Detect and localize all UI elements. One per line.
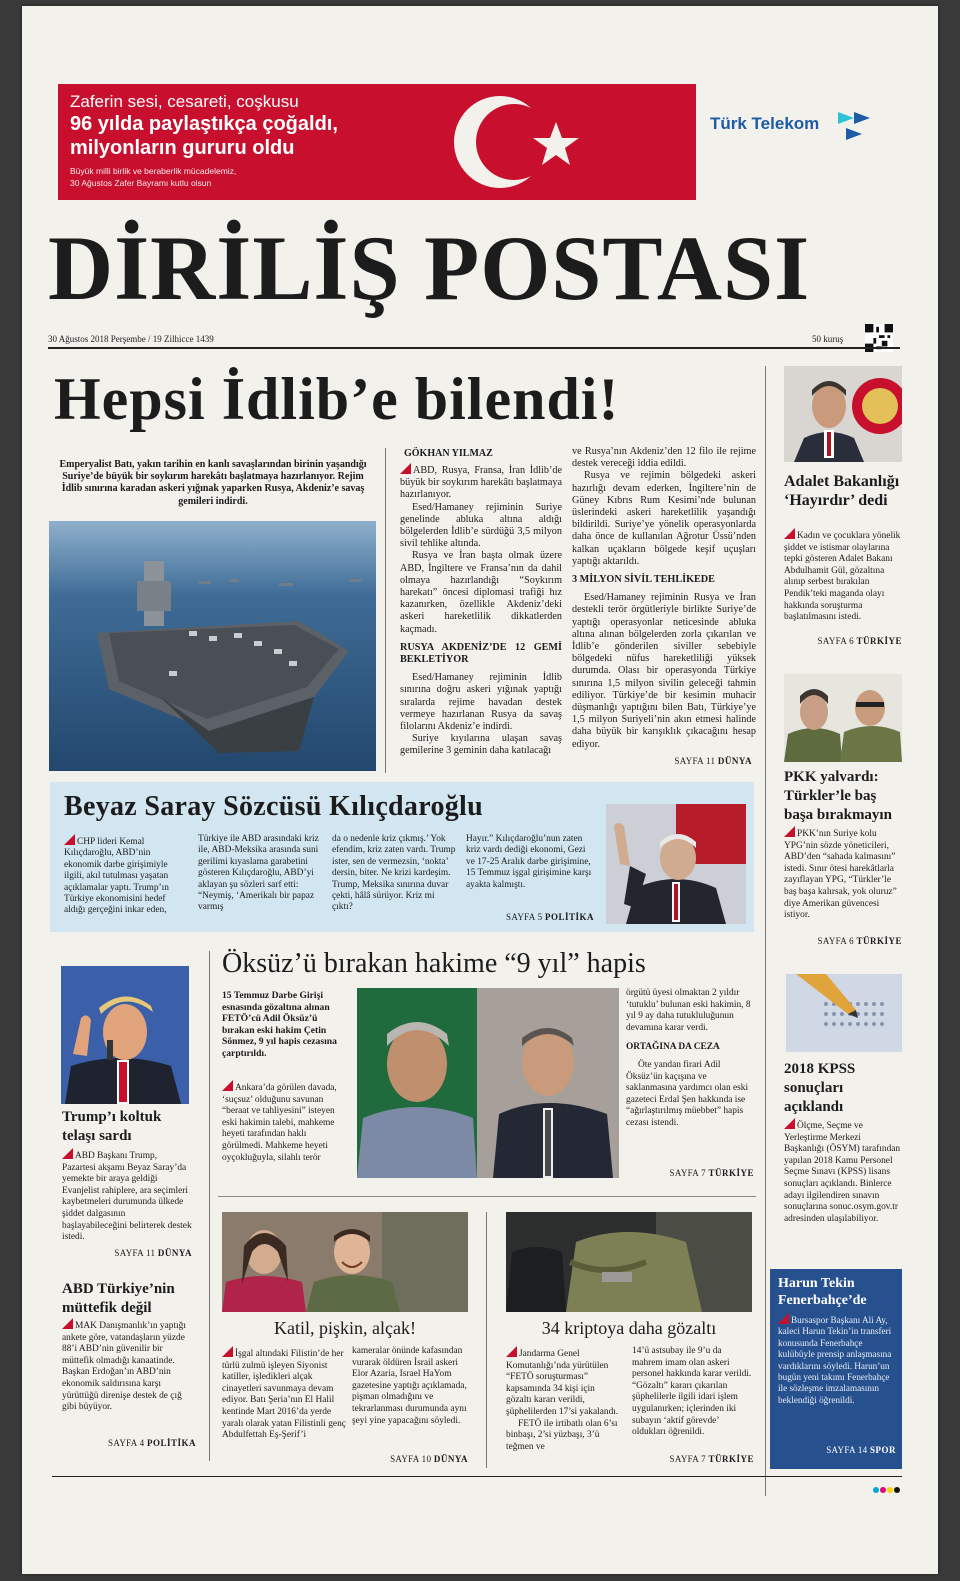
red-marker-icon: [506, 1346, 517, 1357]
ad-line2: 96 yılda paylaştıkça çoğaldı,: [70, 113, 338, 135]
oksuz-text: [222, 1080, 348, 1164]
main-lead: Emperyalist Batı, yakın tarihin en kanlı savaşlarından birinin yaşandığı Suriye’de büyük bir soykırım harekâtı başlatmaya hazırlanıyor. Rejim İdlib sınırına karadan askeri yığınak yaparken Rusya, Akdeniz’e savaş gemileri indirdi.: [59, 459, 367, 507]
abd-body: MAK Danışmanlık’ın yaptığı ankete göre, vatandaşların yüzde 88’i ABD’nin güvenilir bir müttefik olmadığı kanaatinde. Başkan Erdoğan’ın ABD’nin ekonomik saldırısına karşı yürüttüğü direnişe destek de çığ gibi büyüyor.: [62, 1321, 186, 1413]
right-column-divider: [765, 366, 766, 1496]
right2-page-ref[interactable]: [784, 936, 902, 946]
kripto-body: Jandarma Genel Komutanlığı’nda yürütülen “FETÖ soruşturması” kapsamında 34 kişi için gözaltı kararı verildi, şüphelilerden 17’si yakalandı.: [506, 1349, 619, 1417]
kripto-headline: 34 kriptoya daha gözaltı: [541, 1318, 717, 1338]
section-name: TÜRKİYE: [856, 636, 902, 646]
right4-text: [778, 1313, 896, 1406]
oksuz-judge-photo: [357, 988, 619, 1178]
footer-rule: [52, 1476, 902, 1477]
telekom-arrows-icon: [834, 108, 878, 148]
section-name: TÜRKİYE: [708, 1168, 754, 1178]
oksuz-text3: Öte yandan firari Adil Öksüz’ün kaçışına ve saklanmasına yardımcı olan eski gazeteci Erdal Şen hakkında ise “ağırlaştırılmış müebbet” hapis cezası istendi.: [626, 1059, 749, 1128]
right4-page-ref[interactable]: [778, 1445, 896, 1455]
telekom-logo[interactable]: [710, 114, 886, 164]
page-number: SAYFA 10: [390, 1454, 432, 1464]
page-number: SAYFA 7: [669, 1454, 706, 1464]
section-name: POLİTİKA: [544, 912, 594, 922]
kilicdaroglu-photo: [606, 804, 746, 924]
right2-headline: PKK yalvardı: Türkler’le baş başa bırakmayın: [784, 769, 892, 823]
trump-page-ref[interactable]: [62, 1248, 192, 1258]
red-marker-icon: [778, 1313, 789, 1324]
red-marker-icon: [222, 1080, 233, 1091]
page-number: SAYFA 6: [817, 636, 854, 646]
page-number: SAYFA 14: [826, 1445, 868, 1455]
abd-text: [62, 1318, 196, 1414]
section-name: TÜRKİYE: [708, 1454, 754, 1464]
section-name: TÜRKİYE: [856, 936, 902, 946]
sports-box: [770, 1269, 902, 1469]
red-marker-icon: [62, 1148, 73, 1159]
main-col1-p5: Suriye kıyılarına ulaşan savaş gemilerine 3 geminin daha katılacağı: [400, 733, 562, 757]
brand-name: Türk Telekom: [710, 114, 820, 133]
red-marker-icon: [64, 834, 75, 845]
ad-line1: Zaferin sesi, cesareti, coşkusu: [70, 92, 299, 111]
main-col1: [400, 463, 562, 758]
beyaz-c3: da o nedenle kriz çıkmış.’ Yok efendim, kriz zaten vardı. Trump ister, sen de vermezsin, ‘nokta’ dersin, biter. Ne krizi kardeşim. Trump, Meksika sınırına duvar çekti, hâlâ sürüyor. Kriz mi çıktı?: [332, 834, 456, 913]
main-col1-p1: ABD, Rusya, Fransa, İran İdlib’de büyük bir soykırım harekâtı başlatmaya hazırlanıyor.: [400, 465, 562, 501]
right3-headline: 2018 KPSS sonuçları açıklandı: [784, 1061, 856, 1115]
turkish-flag-icon: [438, 88, 588, 196]
beyaz-page-ref[interactable]: [466, 912, 594, 922]
right2-body: PKK’nın Suriye kolu YPG’nin sözde yöneticileri, ABD’den “sahada kalmasını” istedi. Sınır ötesi harekâtlarla zayıflayan YPG, “Türkler’le baş başa kalırsak, yok oluruz” diye Amerikan güvencesi istiyor.: [784, 829, 897, 921]
main-page-ref[interactable]: [622, 756, 752, 766]
ad-sub2: 30 Ağustos Zafer Bayramı kutlu olsun: [70, 178, 212, 188]
main-col2-p3: Esed/Hamaney rejiminin Rusya ve İran destekli terör örgütleriyle birlikte Suriye’de yaptığı operasyonlar neticesinde abluka altına alınan bölgelerden zorla çıkarılan ve İdlib’e gönderilen siviller sebebiyle bölgedeki nüfus hareketliliği yüksek durumda. Olası bir operasyonda Türkiye sınırına 1,5 milyon sivilin geleceği tahmin ediliyor. Türkiye’de bir kesimin muhacir düşmanlığı yaptığını bilen Batı, Türkiye’ye 1,5 milyon Suriyeli’nin akın etmesi halinde daha büyük bir karışıklık çıkacağını hesap ediyor.: [572, 592, 756, 750]
main-col1-p2: Esed/Hamaney rejiminin Suriye genelinde abluka altına aldığı bölgelerden İdlib’e sürdüğü 3,5 milyon sivil tehlike altında.: [400, 501, 562, 550]
oksuz-col2: [626, 988, 754, 1130]
main-col1-p3: Rusya ve İran başta olmak üzere ABD, İngiltere ve Fransa’nın da dahil olmaya hazırlandığı “Soykırım harekatı” öncesi diplomasi trafiği hız kazanırken, özellikle Akdeniz’deki askeri hareketlilik dikkatlerden kaçmadı.: [400, 550, 562, 635]
ad-line3: milyonların gururu oldu: [70, 137, 295, 159]
beyaz-c1-body: CHP lideri Kemal Kılıçdaroğlu, ABD’nin ekonomik darbe girişimiyle ilgili, akıl tutulması yaşatan açıklamalar yaptı. Trump’ın Türkiye ekonomisini hedef aldığı gerçeğini inkar eden,: [64, 837, 169, 916]
page-number: SAYFA 11: [674, 756, 716, 766]
katil-text2: kameralar önünde kafasından vurarak öldüren İsrail askeri Elor Azaria, Israel HaYom gazetesine yaptığı açıklamada, pişman olmadığını ve tekrarlanması durumunda aynı şeyi yine yapacağını söyledi.: [352, 1346, 467, 1426]
section-name: SPOR: [869, 1445, 896, 1455]
beyaz-c4: Hayır.” Kılıçdaroğlu’nun zaten kriz vardı dediği ekonomi, Gezi ve 17-25 Aralık darbe girişimine, 15 Temmuz işgal girişimine karşı ayakta kalmıştı.: [466, 834, 592, 890]
katil-text: [222, 1346, 346, 1442]
oksuz-lead: 15 Temmuz Darbe Girişi esnasında gözaltına alınan FETÖ’cü Adil Öksüz’ü bırakan eski hakim Çetin Sönmez, 9 yıl hapis cezasına çarptırıldı.: [222, 990, 337, 1059]
section-name: DÜNYA: [433, 1454, 468, 1464]
red-marker-icon: [62, 1318, 73, 1329]
beyaz-box: [50, 782, 754, 932]
detained-soldier-photo: [506, 1212, 752, 1312]
main-col1-p4: Esed/Hamaney rejiminin İdlib sınırına doğru askeri yığınak yaptığı sıralarda rejime havadan destek vermeye hazırlanan Rusya da savaş filolarını Akdeniz’e indirdi.: [400, 672, 562, 733]
main-col2-p1: ve Rusya’nın Akdeniz’den 12 filo ile rejime destek vereceği iddia edildi.: [572, 446, 756, 470]
katil-page-ref[interactable]: [352, 1454, 468, 1464]
abd-headline: ABD Türkiye’nin müttefik değil: [62, 1281, 175, 1316]
right1-page-ref[interactable]: [784, 636, 902, 646]
exam-sheet-photo: [786, 974, 902, 1052]
right4-headline: Harun Tekin Fenerbahçe’de: [778, 1276, 867, 1308]
trump-text: [62, 1148, 192, 1244]
kripto-text1b: FETÖ ile irtibatlı olan 6’sı binbaşı, 2’si yüzbaşı, 3’ü teğmen ve: [506, 1418, 618, 1452]
red-marker-icon: [784, 826, 795, 837]
beyaz-c2: Türkiye ile ABD arasındaki kriz ile, ABD-Meksika arasında suni gerilimi kıyaslama garabetini gösteren Kılıçdaroğlu, ABD’yi aklayan şu sözleri sarf etti: “Neymiş, ‘Amerikalı bir papaz varmış: [198, 834, 319, 913]
section-name: DÜNYA: [717, 756, 752, 766]
page-number: SAYFA 7: [669, 1168, 706, 1178]
page-number: SAYFA 6: [817, 936, 854, 946]
masthead-date: 30 Ağustos 2018 Perşembe / 19 Zilhicce 1439: [48, 334, 214, 344]
oksuz-text2: örgütü üyesi olmaktan 2 yıldır ‘tutuklu’ bulunan eski hakimin, 8 yıl 9 ay daha tutukluluğunun devamına karar verdi.: [626, 988, 751, 1033]
masthead-price: 50 kuruş: [812, 334, 844, 344]
masthead-rule: [48, 347, 900, 349]
right4-body: Bursaspor Başkanı Ali Ay, kaleci Harun Tekin’in transferi konusunda Fenerbahçe kulübüyle prensip anlaşmasına vardıklarını söyledi. Harun’un bugün yeni takımı Fenerbahçe ile sözleşme imzalamasının beklendiği öğrenildi.: [778, 1315, 892, 1405]
right2-text: [784, 826, 902, 922]
print-registration-icon: [872, 1486, 902, 1494]
main-sub2: 3 MİLYON SİVİL TEHLİKEDE: [572, 574, 715, 586]
red-marker-icon: [222, 1346, 233, 1357]
oksuz-page-ref[interactable]: [626, 1168, 754, 1178]
beyaz-c1: [64, 834, 182, 917]
pkk-fighters-photo: [784, 674, 902, 762]
right1-headline: Adalet Bakanlığı ‘Hayırdır’ dedi: [784, 473, 900, 509]
main-headline: Hepsi İdlib’e bilendi!: [54, 366, 620, 432]
main-col2-p2: Rusya ve rejimin bölgedeki askeri hazırlığı devam ederken, İngiltere’nin de Güney Kıbrıs Rum Kesimi’nde bulunan üslerindeki askeri hareketlilik yaşandığı bildirildi. Suriye’ye yönelik operasyonlarda daha önce de kullanılan Ağrotur Üssü’nden kalkan uçakların bölgede keşif uçuşları yaptığı aktarıldı.: [572, 470, 756, 567]
newspaper-page: [22, 6, 938, 1574]
red-marker-icon: [784, 1118, 795, 1129]
katil-body: İşgal altındaki Filistin’de her türlü zulmü işleyen Siyonist katiller, işledikleri alçak cinayetleri savunmaya devam ediyor. Batı Şeria’nın El Halil kentinde Mart 2016’da yerde yaralı olarak yatan Filistinli genç Abdulfettah Eş-Şerif’i: [222, 1349, 346, 1441]
ad-banner[interactable]: [58, 84, 696, 200]
main-author: GÖKHAN YILMAZ: [404, 448, 493, 459]
soldier-trial-photo: [222, 1212, 468, 1312]
red-marker-icon: [784, 528, 795, 539]
trump-photo: [61, 966, 189, 1104]
red-marker-icon: [400, 463, 411, 474]
main-col2: [572, 446, 756, 751]
page-number: SAYFA 4: [108, 1438, 145, 1448]
right1-body: Kadın ve çocuklara yönelik şiddet ve istismar olaylarına tepki gösteren Adalet Bakanı Abdulhamit Gül, gözaltına alınıp serbest bırakılan Pendik’teki maganda olayı hakkında soruşturma başlatılmasını istedi.: [784, 531, 901, 623]
right3-text: [784, 1118, 902, 1225]
right3-body: Ölçme, Seçme ve Yerleştirme Merkezi Başkanlığı (ÖSYM) tarafından yapılan 2018 Kamu Personel Seçme Sınavı (KPSS) lisans sonuçları açıklandı. Binlerce adayı ilgilendiren sınavın sonuçlarına sonuc.osym.gov.tr adresinden ulaşılabiliyor.: [784, 1121, 901, 1224]
oksuz-body: Ankara’da görülen davada, ‘suçsuz’ olduğunu savunan “beraat ve tahliyesini” isteyen eski hakimin talebi, mahkeme heyeti tarafından haklı görülmedi. Mahkeme heyeti oyçokluğuyla, silahlı terör: [222, 1083, 337, 1163]
ad-sub1: Büyük milli birlik ve beraberlik mücadelemiz,: [70, 166, 237, 176]
section-rule: [218, 1196, 756, 1197]
masthead-title: DİRİLİŞ POSTASI: [48, 217, 811, 319]
story-divider: [486, 1212, 487, 1468]
main-sub1: RUSYA AKDENİZ’DE 12 GEMİ BEKLETİYOR: [400, 641, 562, 666]
trump-body: ABD Başkanı Trump, Pazartesi akşamı Beyaz Saray’da yemekte bir araya geldiği Evanjelist rahiplere, ara seçimleri kaybetmeleri durumunda ülkede şiddet dalgasının başlayabileceğini belirterek destek istedi.: [62, 1151, 192, 1243]
left-column-divider: [209, 951, 210, 1461]
column-divider: [385, 448, 386, 773]
section-name: POLİTİKA: [146, 1438, 196, 1448]
right1-text: [784, 528, 902, 624]
beyaz-headline: Beyaz Saray Sözcüsü Kılıçdaroğlu: [64, 791, 483, 822]
kripto-text: [506, 1346, 622, 1453]
oksuz-headline: Öksüz’ü bırakan hakime “9 yıl” hapis: [222, 948, 646, 979]
trump-headline: Trump’ı koltuk telaşı sardı: [62, 1109, 162, 1144]
abd-page-ref[interactable]: [62, 1438, 196, 1448]
aircraft-carrier-photo: [49, 521, 376, 771]
section-name: DÜNYA: [157, 1248, 192, 1258]
oksuz-sub: ORTAĞINA DA CEZA: [626, 1042, 720, 1053]
katil-headline: Katil, pişkin, alçak!: [274, 1318, 416, 1338]
kripto-text2: 14’ü astsubay ile 9’u da mahrem imam olan askeri personel hakkında karar verildi. “Gözaltı” kararı çıkarılan şüphelilerle ilgili idari işlem uygulanırken; içlerinden iki subayın ‘aktif görevde’ oldukları öğrenildi.: [632, 1346, 752, 1438]
kripto-page-ref[interactable]: [632, 1454, 754, 1464]
page-number: SAYFA 11: [114, 1248, 156, 1258]
minister-photo: [784, 366, 902, 462]
page-number: SAYFA 5: [506, 912, 543, 922]
